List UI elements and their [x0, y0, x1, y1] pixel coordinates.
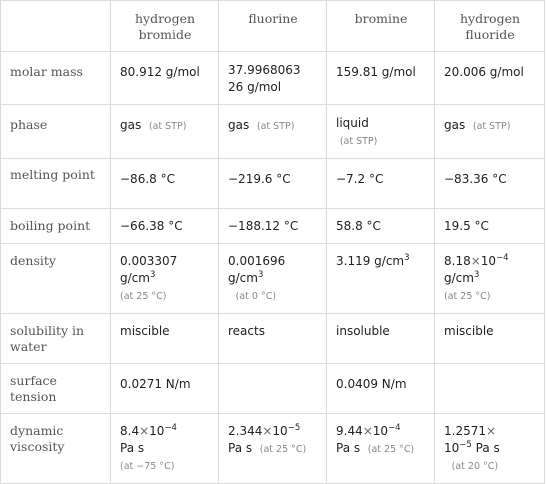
row-label: surface tension	[1, 364, 111, 414]
row-label: molar mass	[1, 52, 111, 105]
times-sign: ×	[362, 424, 373, 438]
table-cell: 58.8 °C	[327, 209, 435, 244]
cell-unit: Pa s	[120, 441, 145, 455]
cell-text: 0.001696	[228, 254, 286, 268]
cell-mantissa: 9.44	[336, 424, 363, 438]
table-cell	[111, 105, 219, 159]
table-cell	[327, 105, 435, 159]
cell-text: gas	[228, 118, 250, 132]
table-row	[1, 209, 545, 244]
cell-text: 3.119 g/cm	[336, 254, 405, 268]
table-cell: 0.0271 N/m	[111, 364, 219, 414]
condition-note: (at 25 °C)	[259, 444, 307, 455]
table-cell	[219, 105, 327, 159]
condition-note: (at STP)	[148, 121, 187, 132]
cell-base: 10	[480, 254, 497, 268]
table-cell: 159.81 g/mol	[327, 52, 435, 105]
table-cell	[435, 414, 545, 484]
times-sign: ×	[262, 424, 273, 438]
condition-note: (at STP)	[339, 136, 378, 147]
row-label: boiling point	[1, 209, 111, 244]
row-label: phase	[1, 105, 111, 159]
table-cell: insoluble	[327, 314, 435, 364]
condition-note: (at 0 °C)	[235, 291, 277, 302]
cell-unit: Pa s	[336, 441, 361, 455]
unit-exponent: 3	[257, 270, 264, 280]
cell-unit: g/cm	[228, 271, 258, 285]
cell-text: 37.9968063	[228, 63, 301, 77]
condition-note: (at 20 °C)	[451, 461, 499, 472]
table-row	[1, 414, 545, 484]
cell-mantissa: 1.2571	[444, 424, 486, 438]
table-cell: reacts	[219, 314, 327, 364]
table-cell	[219, 244, 327, 314]
column-header: hydrogen fluoride	[435, 1, 545, 52]
cell-mantissa: 8.4	[120, 424, 140, 438]
table-cell: −83.36 °C	[435, 159, 545, 209]
table-cell	[111, 414, 219, 484]
header-row	[1, 1, 545, 52]
table-cell: −66.38 °C	[111, 209, 219, 244]
cell-text: liquid	[336, 116, 369, 130]
cell-base: 10	[372, 424, 389, 438]
times-sign: ×	[486, 424, 497, 438]
table-row	[1, 364, 545, 414]
condition-note: (at −75 °C)	[120, 461, 175, 472]
row-label: dynamic viscosity	[1, 414, 111, 484]
table-cell: 0.0409 N/m	[327, 364, 435, 414]
table-row	[1, 244, 545, 314]
cell-exponent: −5	[459, 440, 472, 450]
cell-base: 10	[272, 424, 288, 438]
column-header: hydrogen bromide	[111, 1, 219, 52]
times-sign: ×	[470, 254, 481, 268]
column-header: fluorine	[219, 1, 327, 52]
cell-base: 10	[444, 441, 460, 455]
cell-mantissa: 2.344	[228, 424, 263, 438]
table-cell: 19.5 °C	[435, 209, 545, 244]
table-row	[1, 159, 545, 209]
table-cell	[327, 244, 435, 314]
column-header: bromine	[327, 1, 435, 52]
cell-text: gas	[120, 118, 142, 132]
table-cell: −188.12 °C	[219, 209, 327, 244]
row-label: density	[1, 244, 111, 314]
table-cell	[435, 364, 545, 414]
cell-text: 26 g/mol	[228, 80, 282, 94]
table-cell	[219, 414, 327, 484]
table-cell	[219, 52, 327, 105]
cell-unit: g/cm	[120, 271, 150, 285]
condition-note: (at 25 °C)	[367, 444, 415, 455]
corner-cell	[1, 1, 111, 52]
table-cell: miscible	[111, 314, 219, 364]
unit-exponent: 3	[149, 270, 156, 280]
unit-exponent: 3	[404, 253, 410, 263]
times-sign: ×	[139, 424, 150, 438]
table-row	[1, 52, 545, 105]
cell-exponent: −4	[388, 423, 401, 433]
table-cell: 80.912 g/mol	[111, 52, 219, 105]
condition-note: (at 25 °C)	[444, 291, 491, 302]
condition-note: (at STP)	[472, 121, 511, 132]
row-label: melting point	[1, 159, 111, 209]
table-cell: −7.2 °C	[327, 159, 435, 209]
unit-exponent: 3	[473, 270, 480, 280]
table-cell	[435, 244, 545, 314]
cell-unit: Pa s	[475, 441, 500, 455]
table-cell	[327, 414, 435, 484]
cell-exponent: −5	[287, 423, 301, 433]
cell-text: gas	[444, 118, 466, 132]
cell-base: 10	[149, 424, 165, 438]
cell-exponent: −4	[496, 253, 509, 263]
table-cell: miscible	[435, 314, 545, 364]
cell-mantissa: 8.18	[444, 254, 471, 268]
table-cell: −86.8 °C	[111, 159, 219, 209]
condition-note: (at STP)	[256, 121, 295, 132]
cell-text: 0.003307	[120, 254, 178, 268]
table-row	[1, 314, 545, 364]
cell-unit: g/cm	[444, 271, 474, 285]
row-label: solubility in water	[1, 314, 111, 364]
table-row	[1, 105, 545, 159]
table-cell: 20.006 g/mol	[435, 52, 545, 105]
table-cell	[111, 244, 219, 314]
table-cell	[435, 105, 545, 159]
condition-note: (at 25 °C)	[120, 291, 167, 302]
table-cell: −219.6 °C	[219, 159, 327, 209]
cell-exponent: −4	[164, 423, 177, 433]
table-cell	[219, 364, 327, 414]
cell-unit: Pa s	[228, 441, 253, 455]
